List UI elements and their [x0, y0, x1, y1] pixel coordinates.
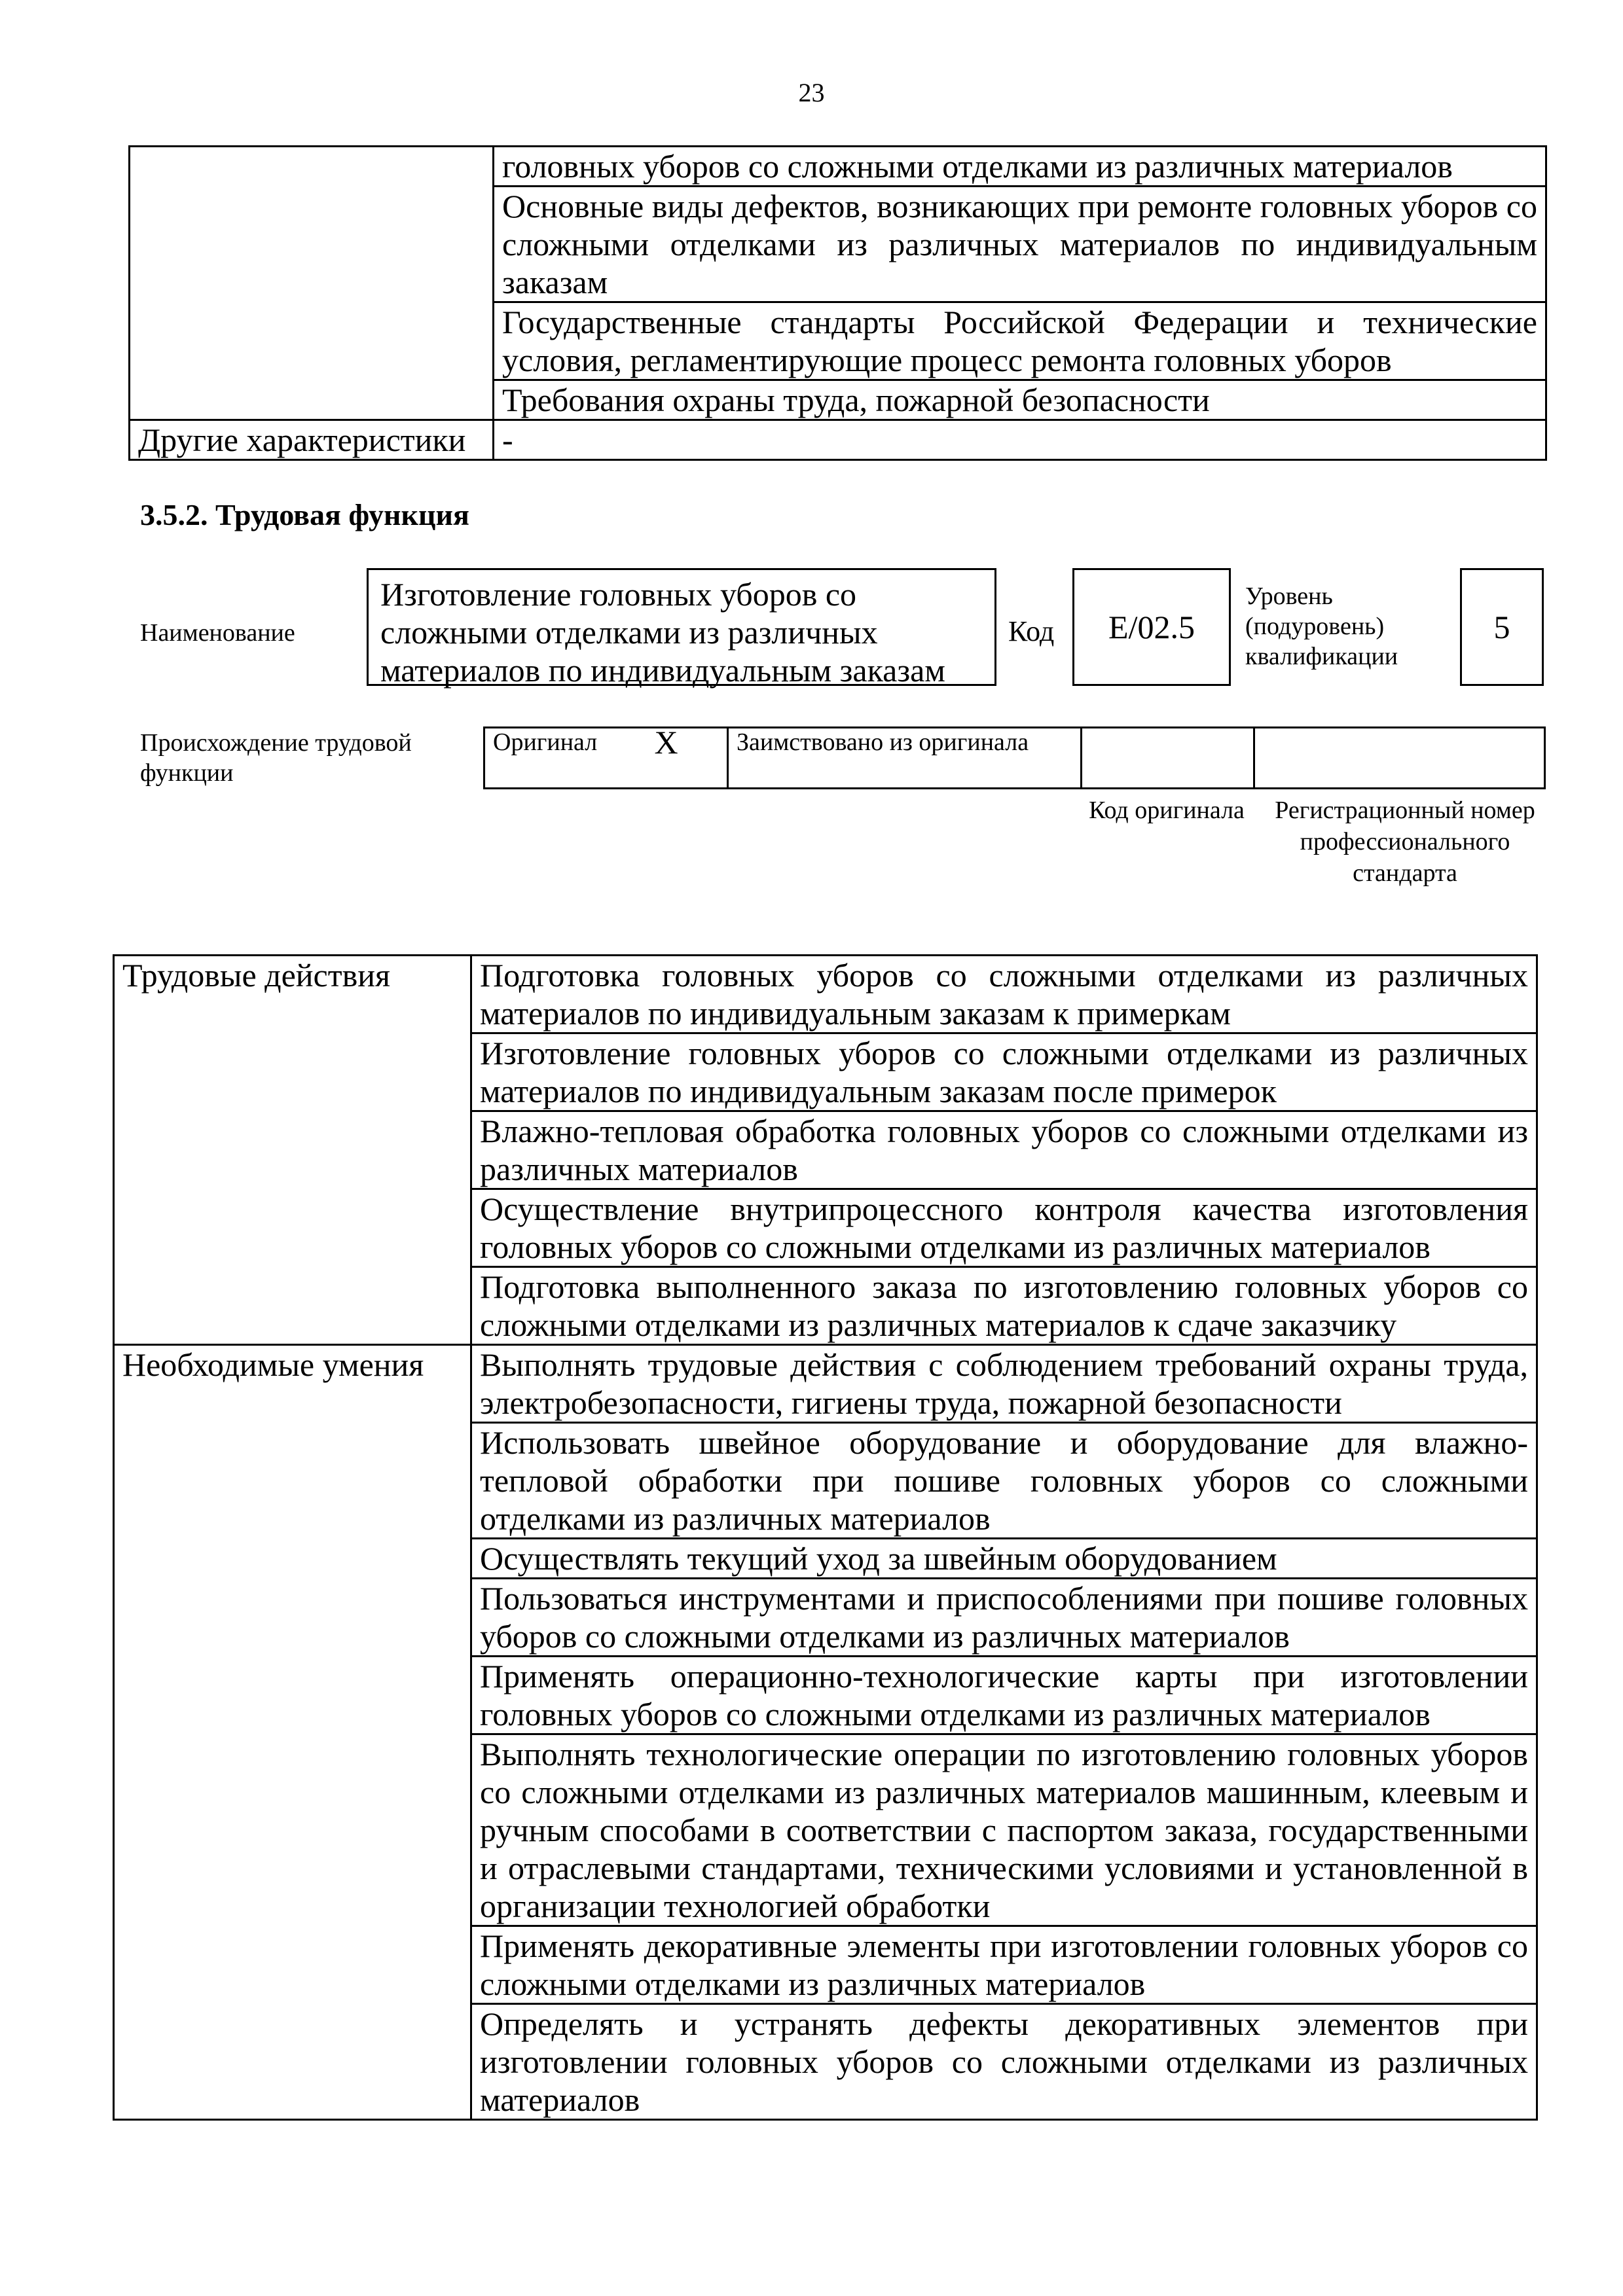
- name-label: Наименование: [140, 619, 295, 647]
- table-cell: Государственные стандарты Российской Федерации и технические условия, регламентирующие процесс ремонта головных уборов: [494, 302, 1546, 380]
- registration-number-cell: [1254, 728, 1545, 789]
- list-item: Осуществление внутрипроцессного контроля качества изготовления головных уборов со сложными отделками из различных материалов: [471, 1189, 1537, 1267]
- code-label: Код: [1008, 615, 1055, 647]
- original-code-caption: Код оригинала: [1089, 797, 1245, 824]
- section-title: 3.5.2. Трудовая функция: [140, 498, 469, 531]
- original-mark: X: [647, 728, 728, 789]
- list-item: Осуществлять текущий уход за швейным оборудованием: [471, 1539, 1537, 1579]
- list-item: Пользоваться инструментами и приспособлениями при пошиве головных уборов со сложными отделками из различных материалов: [471, 1579, 1537, 1657]
- borrowed-label: Заимствовано из оригинала: [728, 728, 1082, 789]
- list-item: Применять декоративные элементы при изготовлении головных уборов со сложными отделками из различных материалов: [471, 1926, 1537, 2004]
- function-name-box: Изготовление головных уборов со сложными отделками из различных материалов по индивидуальным заказам: [367, 568, 996, 686]
- page-number: 23: [798, 78, 825, 107]
- other-characteristics-label: Другие характеристики: [130, 420, 494, 460]
- registration-number-caption: Регистрационный номер профессионального стандарта: [1275, 797, 1535, 887]
- list-item: Изготовление головных уборов со сложными отделками из различных материалов по индивидуальным заказам после примерок: [471, 1033, 1537, 1111]
- table-row: [114, 956, 1537, 1033]
- other-characteristics-value: -: [494, 420, 1546, 460]
- original-code-cell: [1082, 728, 1254, 789]
- table-cell: Основные виды дефектов, возникающих при ремонте головных уборов со сложными отделками из различных материалов по индивидуальным заказам: [494, 187, 1546, 302]
- list-item: Подготовка выполненного заказа по изготовлению головных уборов со сложными отделками из различных материалов к сдаче заказчику: [471, 1267, 1537, 1345]
- qualification-level-box: 5: [1460, 568, 1544, 686]
- origin-label: Происхождение трудовой функции: [140, 729, 412, 787]
- function-code-box: E/02.5: [1072, 568, 1231, 686]
- empty-label-cell: [130, 147, 494, 420]
- knowledge-continuation-table: [128, 145, 1547, 461]
- list-item: Подготовка головных уборов со сложными отделками из различных материалов по индивидуальным заказам к примеркам: [471, 956, 1537, 1033]
- list-item: Выполнять технологические операции по изготовлению головных уборов со сложными отделками из различных материалов машинным, клеевым и ручным способами в соответствии с паспортом заказа, государственными и отраслевыми стандартами, техническими условиями и установленной в организации технологией обработки: [471, 1734, 1537, 1926]
- list-item: Влажно-тепловая обработка головных уборов со сложными отделками из различных материалов: [471, 1111, 1537, 1189]
- table-row: [130, 147, 1546, 187]
- table-row: [130, 420, 1546, 460]
- required-skills-label: Необходимые умения: [114, 1345, 471, 2120]
- level-label: Уровень (подуровень) квалификации: [1245, 583, 1398, 670]
- list-item: Применять операционно-технологические карты при изготовлении головных уборов со сложными отделками из различных материалов: [471, 1657, 1537, 1734]
- table-row: [484, 728, 1545, 789]
- table-cell: Требования охраны труда, пожарной безопасности: [494, 380, 1546, 420]
- list-item: Определять и устранять дефекты декоративных элементов при изготовлении головных уборов со сложными отделками из различных материалов: [471, 2004, 1537, 2120]
- origin-table: [483, 726, 1546, 789]
- list-item: Выполнять трудовые действия с соблюдением требований охраны труда, электробезопасности, гигиены труда, пожарной безопасности: [471, 1345, 1537, 1423]
- table-cell: головных уборов со сложными отделками из различных материалов: [494, 147, 1546, 187]
- original-label: Оригинал: [484, 728, 647, 789]
- labor-actions-label: Трудовые действия: [114, 956, 471, 1345]
- labor-function-table: [113, 954, 1538, 2121]
- table-row: [114, 1345, 1537, 1423]
- list-item: Использовать швейное оборудование и оборудование для влажно-тепловой обработки при пошиве головных уборов со сложными отделками из различных материалов: [471, 1423, 1537, 1539]
